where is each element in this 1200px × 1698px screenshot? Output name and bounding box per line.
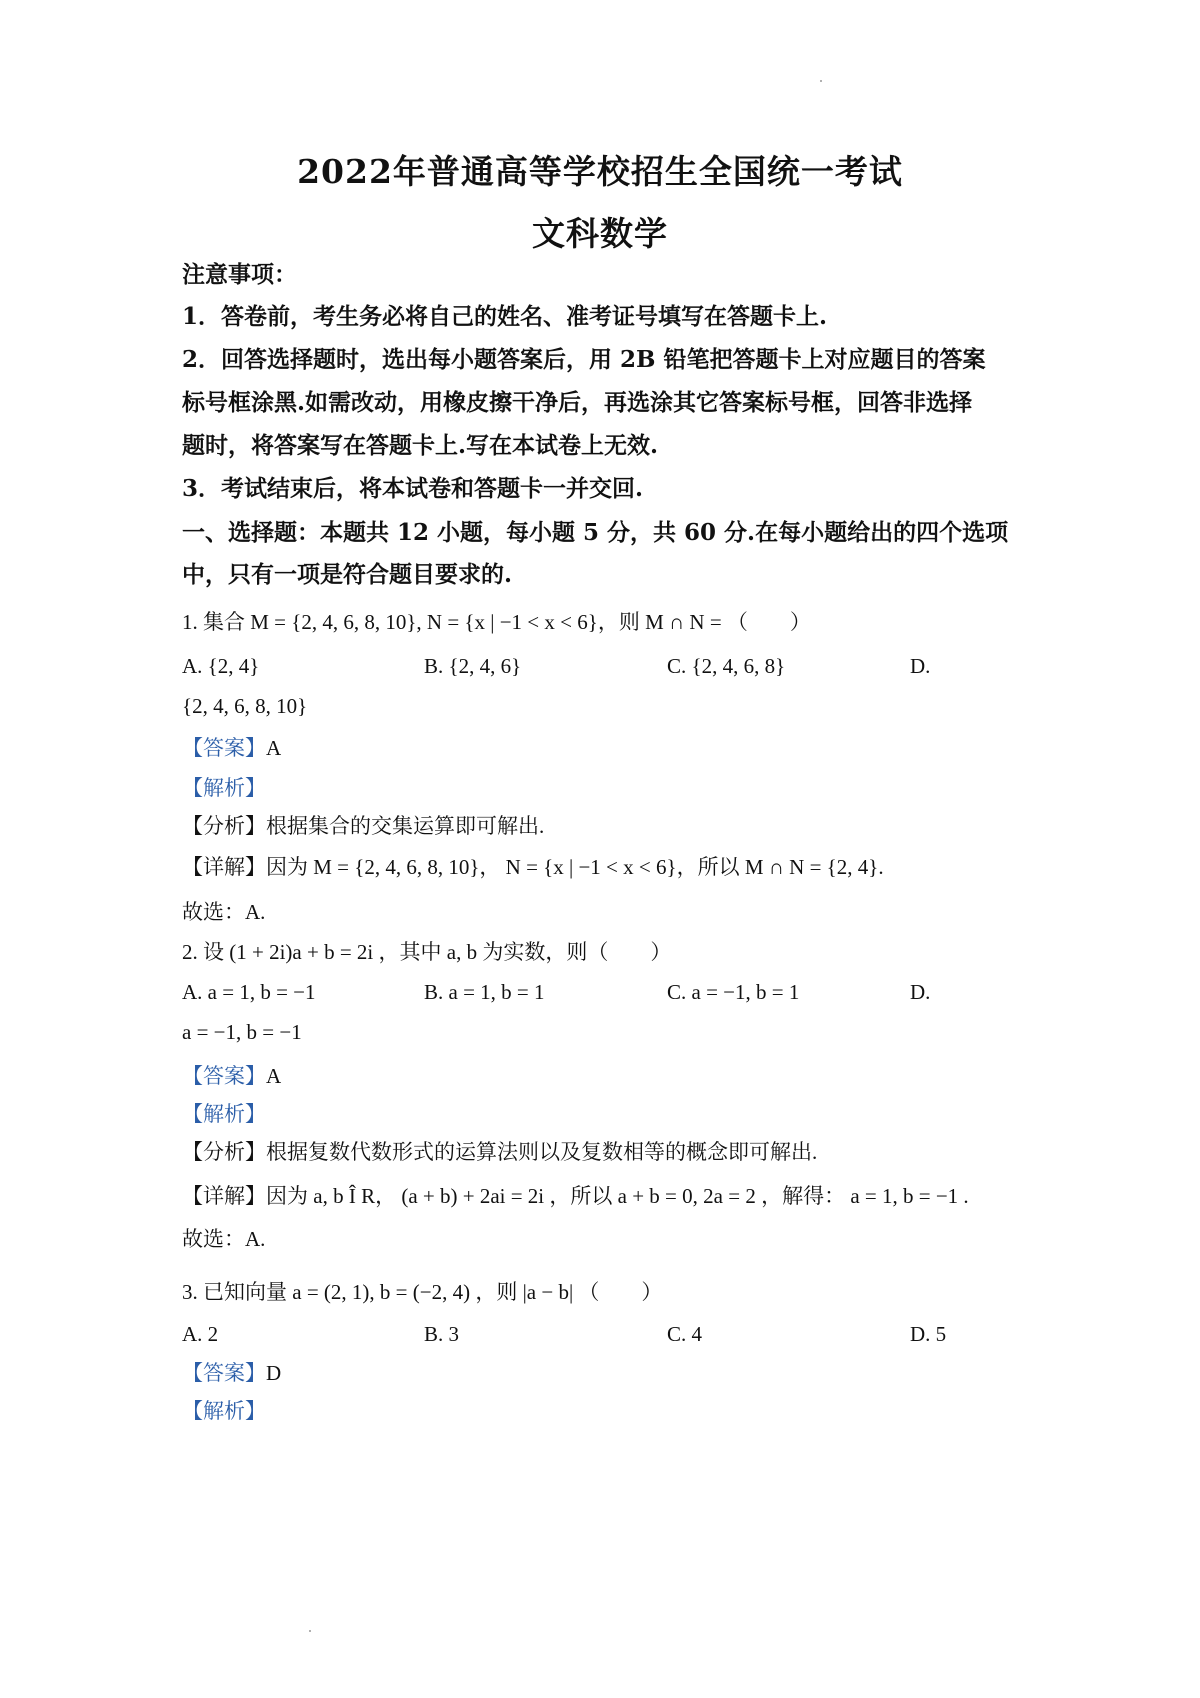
q2-option-b: B. a = 1, b = 1	[424, 980, 545, 1004]
q1-option-d: D.	[910, 654, 931, 678]
q2-option-a: A. a = 1, b = −1	[182, 980, 316, 1004]
section-heading: 一、选择题：本题共 12 小题，每小题 5 分，共 60 分.在每小题给出的四个选项	[182, 519, 1009, 546]
q2-option-c: C. a = −1, b = 1	[667, 980, 800, 1004]
q2-option-d-value: a = −1, b = −1	[182, 1020, 302, 1044]
answer-tag: 【答案】	[182, 736, 266, 760]
q1-option-b: B. {2, 4, 6}	[424, 654, 522, 678]
note-item-2-cont2: 题时，将答案写在答题卡上.写在本试卷上无效.	[182, 432, 659, 459]
answer-value: D	[266, 1361, 282, 1385]
q1-option-a: A. {2, 4}	[182, 654, 260, 678]
q3-option-a: A. 2	[182, 1322, 219, 1346]
q3-option-d: D. 5	[910, 1322, 947, 1346]
q1-analysis-tag: 【解析】	[182, 776, 266, 800]
q2-analysis-tag: 【解析】	[182, 1102, 266, 1126]
exam-subtitle: 文科数学	[532, 214, 668, 253]
q3-answer	[182, 1357, 281, 1387]
q1-answer	[182, 732, 281, 762]
q2-option-d: D.	[910, 980, 931, 1004]
answer-value: A	[266, 1064, 282, 1088]
q3-analysis-tag: 【解析】	[182, 1399, 266, 1423]
q3-option-c: C. 4	[667, 1322, 703, 1346]
exam-title: 2022年普通高等学校招生全国统一考试	[297, 152, 903, 191]
note-item-2-cont: 标号框涂黑.如需改动，用橡皮擦干净后，再选涂其它答案标号框，回答非选择	[182, 389, 973, 416]
q1-analysis: 【分析】根据集合的交集运算即可解出.	[182, 814, 545, 838]
q2-choose: 故选：A.	[182, 1227, 266, 1251]
notes-heading: 注意事项：	[182, 261, 297, 288]
q1-detail: 【详解】因为 M = {2, 4, 6, 8, 10}， N = {x | −1 < x < 6}，所以 M ∩ N = {2, 4}.	[182, 855, 884, 879]
answer-tag: 【答案】	[182, 1361, 266, 1385]
answer-tag: 【答案】	[182, 1064, 266, 1088]
note-item-1: 1．答卷前，考生务必将自己的姓名、准考证号填写在答题卡上.	[182, 303, 828, 330]
scan-speck	[309, 1630, 311, 1632]
q3-option-b: B. 3	[424, 1322, 460, 1346]
q2-analysis: 【分析】根据复数代数形式的运算法则以及复数相等的概念即可解出.	[182, 1140, 818, 1164]
question-1-stem: 1. 集合 M = {2, 4, 6, 8, 10}, N = {x | −1 < x < 6}，则 M ∩ N = （ ）	[182, 610, 811, 634]
scan-speck	[820, 80, 822, 82]
question-2-stem: 2. 设 (1 + 2i)a + b = 2i ，其中 a, b 为实数，则（ ）	[182, 940, 672, 964]
answer-value: A	[266, 736, 282, 760]
question-3-stem: 3. 已知向量 a = (2, 1), b = (−2, 4) ，则 |a − b| （ ）	[182, 1280, 663, 1304]
q1-option-c: C. {2, 4, 6, 8}	[667, 654, 786, 678]
q1-option-d-value: {2, 4, 6, 8, 10}	[182, 694, 308, 718]
section-heading-cont: 中，只有一项是符合题目要求的.	[182, 561, 513, 588]
q2-detail: 【详解】因为 a, b Î R， (a + b) + 2ai = 2i ，所以 a + b = 0, 2a = 2 ，解得： a = 1, b = −1 .	[182, 1184, 969, 1208]
q2-answer	[182, 1060, 281, 1090]
note-item-3: 3．考试结束后，将本试卷和答题卡一并交回.	[182, 475, 644, 502]
note-item-2: 2．回答选择题时，选出每小题答案后，用 2B 铅笔把答题卡上对应题目的答案	[182, 346, 986, 373]
q1-choose: 故选：A.	[182, 900, 266, 924]
